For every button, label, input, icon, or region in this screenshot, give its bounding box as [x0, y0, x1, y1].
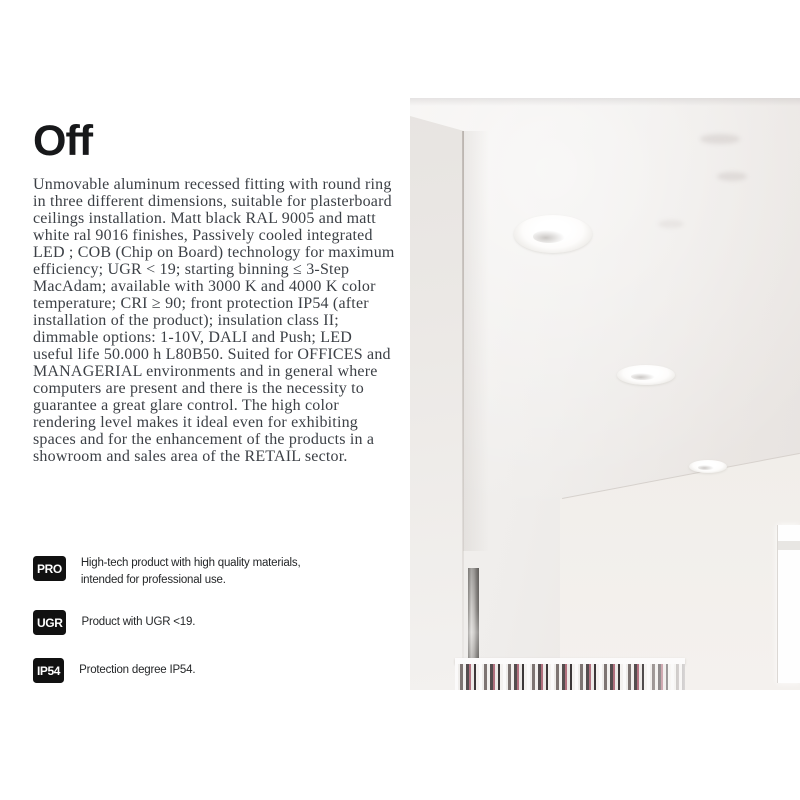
photo-top-shade [410, 98, 800, 106]
feature-row-ip54 [33, 658, 195, 683]
left-wall [410, 98, 464, 690]
faint-ceiling-mark [717, 172, 747, 181]
pro-badge: PRO [33, 556, 66, 581]
recessed-downlight-large [514, 215, 592, 253]
product-description: Unmovable aluminum recessed fitting with round ring in three different dimensions, suitable for plasterboard ceilings installation. Matt black RAL 9005 and matt white ral 9016 finishes, Passively cooled integrated LED ; COB (Chip on Board) technology for maximum efficiency; UGR < 19; starting binning ≤ 3-Step MacAdam; available with 3000 K and 4000 K color temperature; CRI ≥ 90; front protection IP54 (after installation of the product); insulation class II; dimmable options: 1-10V, DALI and Push; LED useful life 50.000 h L80B50. Suited for OFFICES and MANAGERIAL environments and in general where computers are present and there is the necessity to guarantee a great glare control. The high color rendering level makes it ideal even for exhibiting spaces and for the enhancement of the products in a showroom and sales area of the RETAIL sector. [33, 176, 395, 465]
bookshelf-fade [637, 664, 685, 690]
feature-row-pro [33, 556, 336, 589]
pro-feature-text: High-tech product with high quality materials, intended for professional use. [80, 557, 301, 586]
recessed-downlight-small [689, 460, 727, 473]
ip54-badge: IP54 [33, 658, 64, 683]
wall-corner-shadow [463, 131, 489, 551]
window-frame-bar [778, 541, 800, 550]
window [777, 525, 800, 683]
feature-row-ugr [33, 610, 195, 635]
floor-lamp-pole [468, 568, 479, 660]
product-photo [410, 98, 800, 690]
product-title: Off [33, 117, 93, 165]
ip54-feature-text: Protection degree IP54. [79, 664, 196, 676]
bookshelf [455, 658, 685, 690]
faint-ceiling-mark [700, 134, 740, 144]
recessed-downlight-medium [617, 365, 675, 385]
faint-ceiling-mark [658, 220, 684, 228]
product-info-column [33, 112, 395, 690]
ugr-badge: UGR [33, 610, 66, 635]
ugr-feature-text: Product with UGR <19. [81, 616, 196, 628]
